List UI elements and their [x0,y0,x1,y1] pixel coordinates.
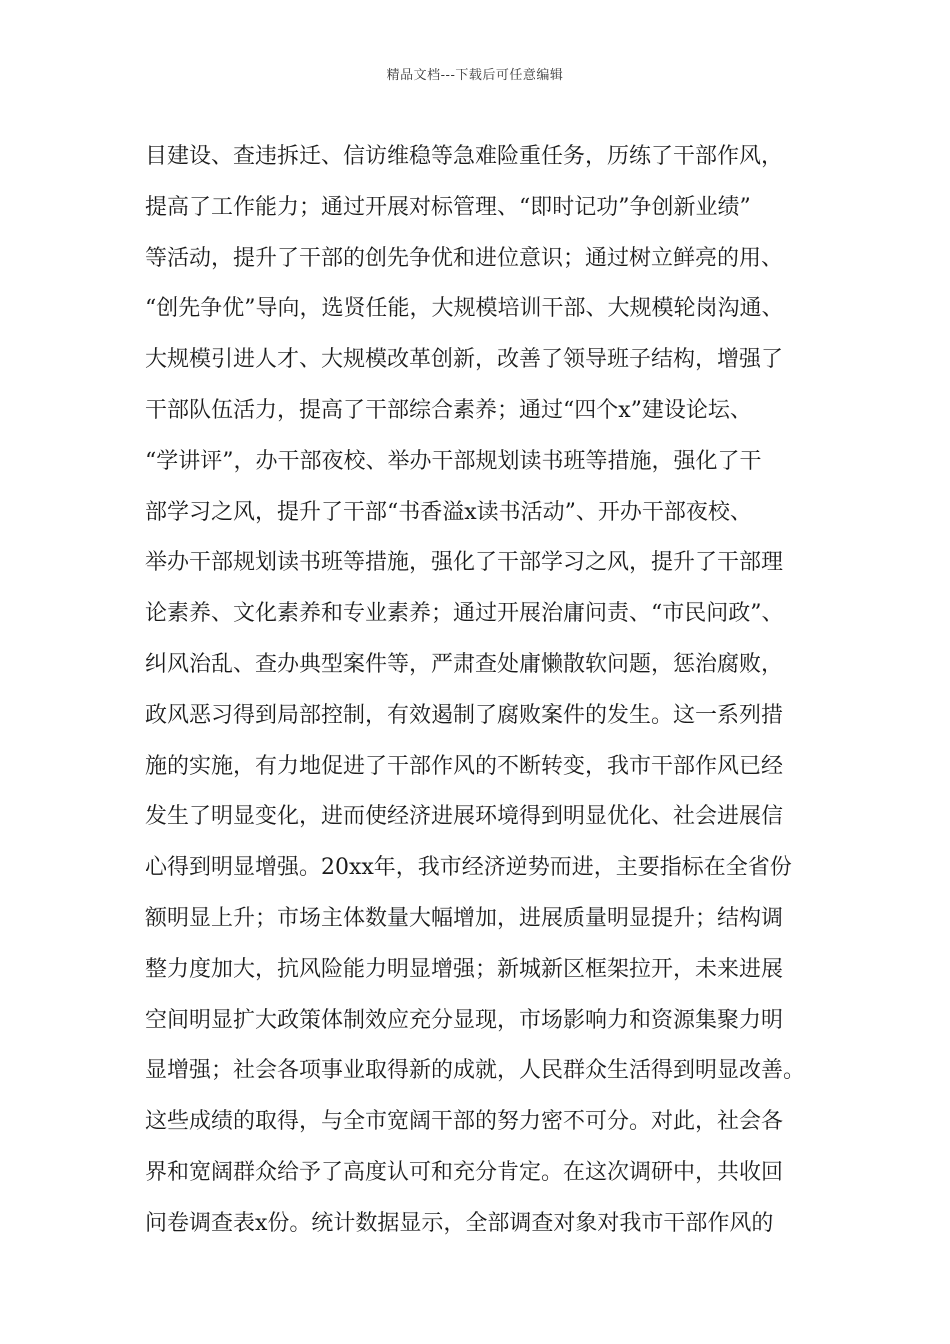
body-line: 纠风治乱、查办典型案件等，严肃查处庸懒散软问题，惩治腐败， [145,651,784,677]
body-line: 发生了明显变化，进而使经济进展环境得到明显优化、社会进展信 [145,804,784,830]
body-line: 大规模引进人才、大规模改革创新，改善了领导班子结构，增强了 [145,347,784,373]
body-line: 等活动，提升了干部的创先争优和进位意识；通过树立鲜亮的用、 [145,245,784,271]
body-line: 部学习之风，提升了干部“书香溢x读书活动”、开办干部夜校、 [145,499,752,525]
body-line: 界和宽阔群众给予了高度认可和充分肯定。在这次调研中，共收回 [145,1159,784,1185]
body-line: 问卷调查表x份。统计数据显示，全部调查对象对我市干部作风的 [145,1210,774,1236]
body-line: 整力度加大，抗风险能力明显增强；新城新区框架拉开，未来进展 [145,956,784,982]
body-line: 空间明显扩大政策体制效应充分显现，市场影响力和资源集聚力明 [145,1007,784,1033]
body-line: 显增强；社会各项事业取得新的成就，人民群众生活得到明显改善。 [145,1058,806,1084]
body-line: 施的实施，有力地促进了干部作风的不断转变，我市干部作风已经 [145,753,784,779]
body-line: 额明显上升；市场主体数量大幅增加，进展质量明显提升；结构调 [145,905,784,931]
body-line: 心得到明显增强。20xx年，我市经济逆势而进，主要指标在全省份 [145,855,792,881]
body-line: 这些成绩的取得，与全市宽阔干部的努力密不可分。对此，社会各 [145,1109,784,1135]
body-line: 提高了工作能力；通过开展对标管理、“即时记功”争创新业绩” [145,194,751,220]
body-line: “学讲评”，办干部夜校、举办干部规划读书班等措施，强化了干 [145,448,762,474]
page-header: 精品文档---下载后可任意编辑 [386,68,564,83]
body-line: 论素养、文化素养和专业素养；通过开展治庸问责、“市民问政”、 [145,601,784,627]
body-line: “创先争优”导向，选贤任能，大规模培训干部、大规模轮岗沟通、 [145,296,784,322]
body-line: 举办干部规划读书班等措施，强化了干部学习之风，提升了干部理 [145,550,784,576]
body-line: 目建设、查违拆迁、信访维稳等急难险重任务，历练了干部作风， [145,144,784,169]
body-line: 政风恶习得到局部控制，有效遏制了腐败案件的发生。这一系列措 [145,702,784,728]
body-line: 干部队伍活力，提高了干部综合素养；通过“四个x”建设论坛、 [145,397,752,423]
document-body [145,132,845,1250]
